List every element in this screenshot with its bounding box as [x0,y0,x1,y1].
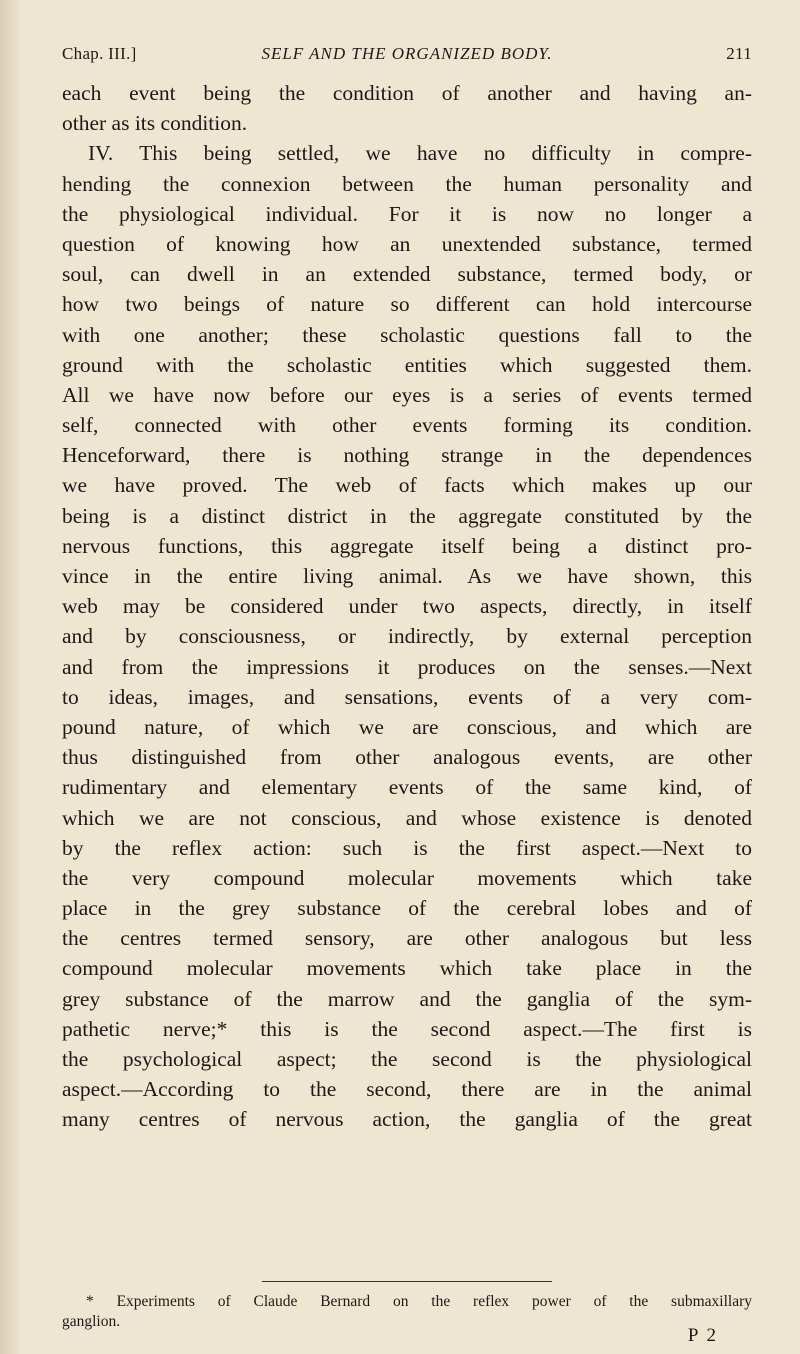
footnote-line: * Experiments of Claude Bernard on the reflex power of the submaxillary [86,1293,752,1310]
running-head [62,44,752,70]
text-line: and from the impressions it produces on the senses.—Next [62,654,752,679]
text-line: the physiological individual. For it is now no longer a [62,201,752,226]
text-line: vince in the entire living animal. As we have shown, this [62,564,752,588]
text-line: being is a distinct district in the aggregate constituted by the [62,503,752,528]
text-line: to ideas, images, and sensations, events of a very com- [62,684,752,709]
text-line: pound nature, of which we are conscious, and which are [62,714,752,739]
footnote-rule [262,1281,552,1282]
text-line: the very compound molecular movements which take [62,865,752,890]
text-line: pathetic nerve;* this is the second aspect.—The first is [62,1016,752,1041]
text-line: which we are not conscious, and whose existence is denoted [62,805,752,830]
text-line: the centres termed sensory, are other analogous but less [62,926,752,951]
text-line: the psychological aspect; the second is the physiological [62,1047,752,1071]
text-line: and by consciousness, or indirectly, by external perception [62,624,752,649]
text-line: nervous functions, this aggregate itself being a distinct pro- [62,533,752,558]
footnote-line: ganglion. [62,1313,121,1330]
text-line: aspect.—According to the second, there are in the animal [62,1077,752,1102]
text-line: rudimentary and elementary events of the same kind, of [62,775,752,800]
text-line: hending the connexion between the human personality and [62,171,752,196]
text-line: soul, can dwell in an extended substance, termed body, or [62,262,752,287]
text-line: IV. This being settled, we have no difficulty in compre- [88,141,752,166]
signature-mark: P 2 [687,1325,718,1346]
body-text [62,78,752,1135]
text-line: grey substance of the marrow and the ganglia of the sym- [62,986,752,1011]
text-line: All we have now before our eyes is a series of events termed [62,382,752,407]
footnote [62,1292,752,1332]
text-line: self, connected with other events forming its condition. [62,413,752,438]
text-line: by the reflex action: such is the first aspect.—Next to [62,835,752,860]
text-line: we have proved. The web of facts which makes up our [62,473,752,498]
text-line: ground with the scholastic entities which suggested them. [62,352,752,377]
text-line: web may be considered under two aspects, directly, in itself [62,594,752,619]
text-line: other as its condition. [62,111,248,136]
text-line: question of knowing how an unextended substance, termed [62,231,752,256]
text-line: with one another; these scholastic questions fall to the [62,322,752,347]
text-line: place in the grey substance of the cerebral lobes and of [62,896,752,921]
text-line: how two beings of nature so different can hold intercourse [62,292,752,317]
page-edge-shadow [0,0,22,1354]
running-title: SELF AND THE ORGANIZED BODY. [261,44,553,63]
text-line: compound molecular movements which take place in the [62,956,752,981]
page-number: 211 [726,44,752,63]
text-line: many centres of nervous action, the ganglia of the great [62,1107,752,1132]
text-line: Henceforward, there is nothing strange in the dependences [62,443,752,468]
text-line: each event being the condition of another and having an- [62,81,752,105]
chapter-label: Chap. III.] [62,44,137,63]
text-line: thus distinguished from other analogous events, are other [62,745,752,770]
